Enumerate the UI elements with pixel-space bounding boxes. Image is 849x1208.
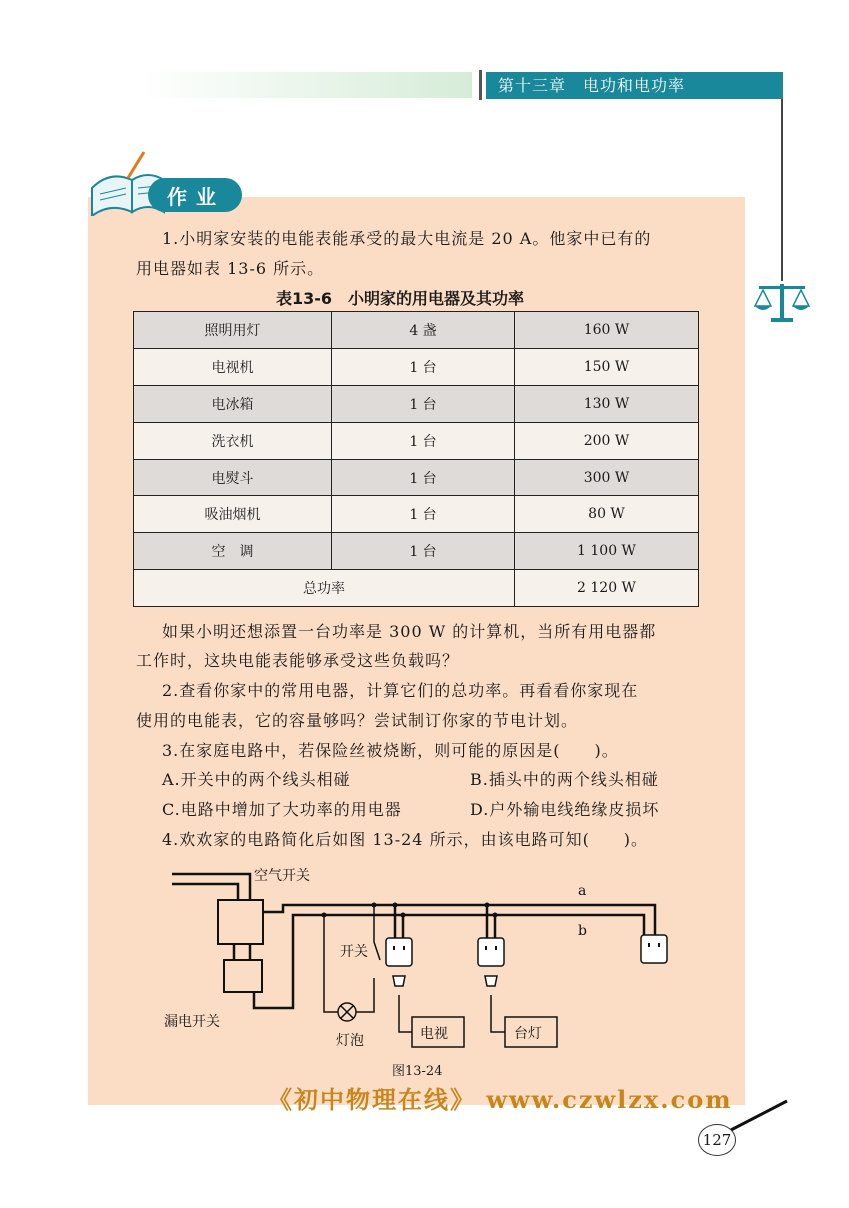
q4-stem: 4.欢欢家的电路简化后如图 13-24 所示，由该电路可知( )。: [162, 830, 649, 849]
q1-line2: 用电器如表 13-6 所示。: [136, 259, 325, 278]
table-row: [134, 459, 699, 496]
appliance-name: 照明用灯: [134, 312, 332, 349]
q2-line1: 2.查看你家中的常用电器，计算它们的总功率。再看看你家现在: [162, 681, 639, 700]
q1-followup-line2: 工作时，这块电能表能够承受这些负载吗？: [136, 651, 460, 670]
appliance-count: 1 台: [332, 348, 515, 385]
bulb-label: 灯泡: [336, 1033, 364, 1049]
total-label: 总功率: [134, 570, 515, 607]
table-row: [134, 348, 699, 385]
wire-b-label: b: [578, 923, 587, 939]
appliance-power: 130 W: [515, 385, 699, 422]
tv-label: 电视: [420, 1026, 448, 1042]
total-value: 2 120 W: [515, 570, 699, 607]
appliance-count: 4 盏: [332, 312, 515, 349]
q1-line1: 1.小明家安装的电能表能承受的最大电流是 20 A。他家中已有的: [162, 229, 652, 248]
appliance-power: 80 W: [515, 496, 699, 533]
header-decoration: [140, 72, 472, 98]
q1-followup-line1: 如果小明还想添置一台功率是 300 W 的计算机，当所有用电器都: [162, 622, 657, 641]
header-divider: [479, 70, 482, 100]
appliance-count: 1 台: [332, 422, 515, 459]
appliance-name: 吸油烟机: [134, 496, 332, 533]
q3-stem: 3.在家庭电路中，若保险丝被烧断，则可能的原因是( )。: [162, 741, 619, 760]
q3-option-a: A.开关中的两个线头相碰: [162, 770, 351, 789]
appliance-name: 空 调: [134, 533, 332, 570]
table-total-row: [134, 570, 699, 607]
circuit-diagram: [150, 860, 690, 1060]
balance-scale-icon: [753, 280, 811, 324]
switch-label: 开关: [340, 944, 368, 960]
appliance-table: [133, 311, 699, 607]
q3-option-d: D.户外输电线绝缘皮损坏: [470, 800, 660, 819]
q3-option-b: B.插头中的两个线头相碰: [470, 770, 659, 789]
appliance-power: 200 W: [515, 422, 699, 459]
lamp-label: 台灯: [514, 1026, 542, 1042]
pen-icon: [725, 1095, 795, 1135]
appliance-power: 150 W: [515, 348, 699, 385]
q2-line2: 使用的电能表，它的容量够吗？尝试制订你家的节电计划。: [136, 711, 579, 730]
q3-option-c: C.电路中增加了大功率的用电器: [162, 800, 402, 819]
appliance-name: 电视机: [134, 348, 332, 385]
leak-switch-label: 漏电开关: [164, 1014, 220, 1030]
page-number: 127: [698, 1124, 736, 1156]
margin-rule: [781, 99, 783, 281]
air-switch-label: 空气开关: [254, 868, 310, 884]
appliance-count: 1 台: [332, 459, 515, 496]
appliance-count: 1 台: [332, 496, 515, 533]
table-row: [134, 385, 699, 422]
appliance-power: 160 W: [515, 312, 699, 349]
appliance-power: 300 W: [515, 459, 699, 496]
table-row: [134, 312, 699, 349]
appliance-name: 电冰箱: [134, 385, 332, 422]
table-row: [134, 533, 699, 570]
figure-caption: 图13-24: [392, 1064, 443, 1079]
table-row: [134, 496, 699, 533]
wire-a-label: a: [578, 883, 587, 899]
appliance-count: 1 台: [332, 533, 515, 570]
table-caption: 表13-6 小明家的用电器及其功率: [276, 289, 525, 308]
table-row: [134, 422, 699, 459]
appliance-name: 电熨斗: [134, 459, 332, 496]
watermark: 《初中物理在线》 www.czwlzx.com: [268, 1085, 733, 1114]
homework-title: 作业: [167, 185, 225, 209]
appliance-power: 1 100 W: [515, 533, 699, 570]
chapter-title: 第十三章 电功和电功率: [486, 72, 783, 99]
appliance-name: 洗衣机: [134, 422, 332, 459]
appliance-count: 1 台: [332, 385, 515, 422]
